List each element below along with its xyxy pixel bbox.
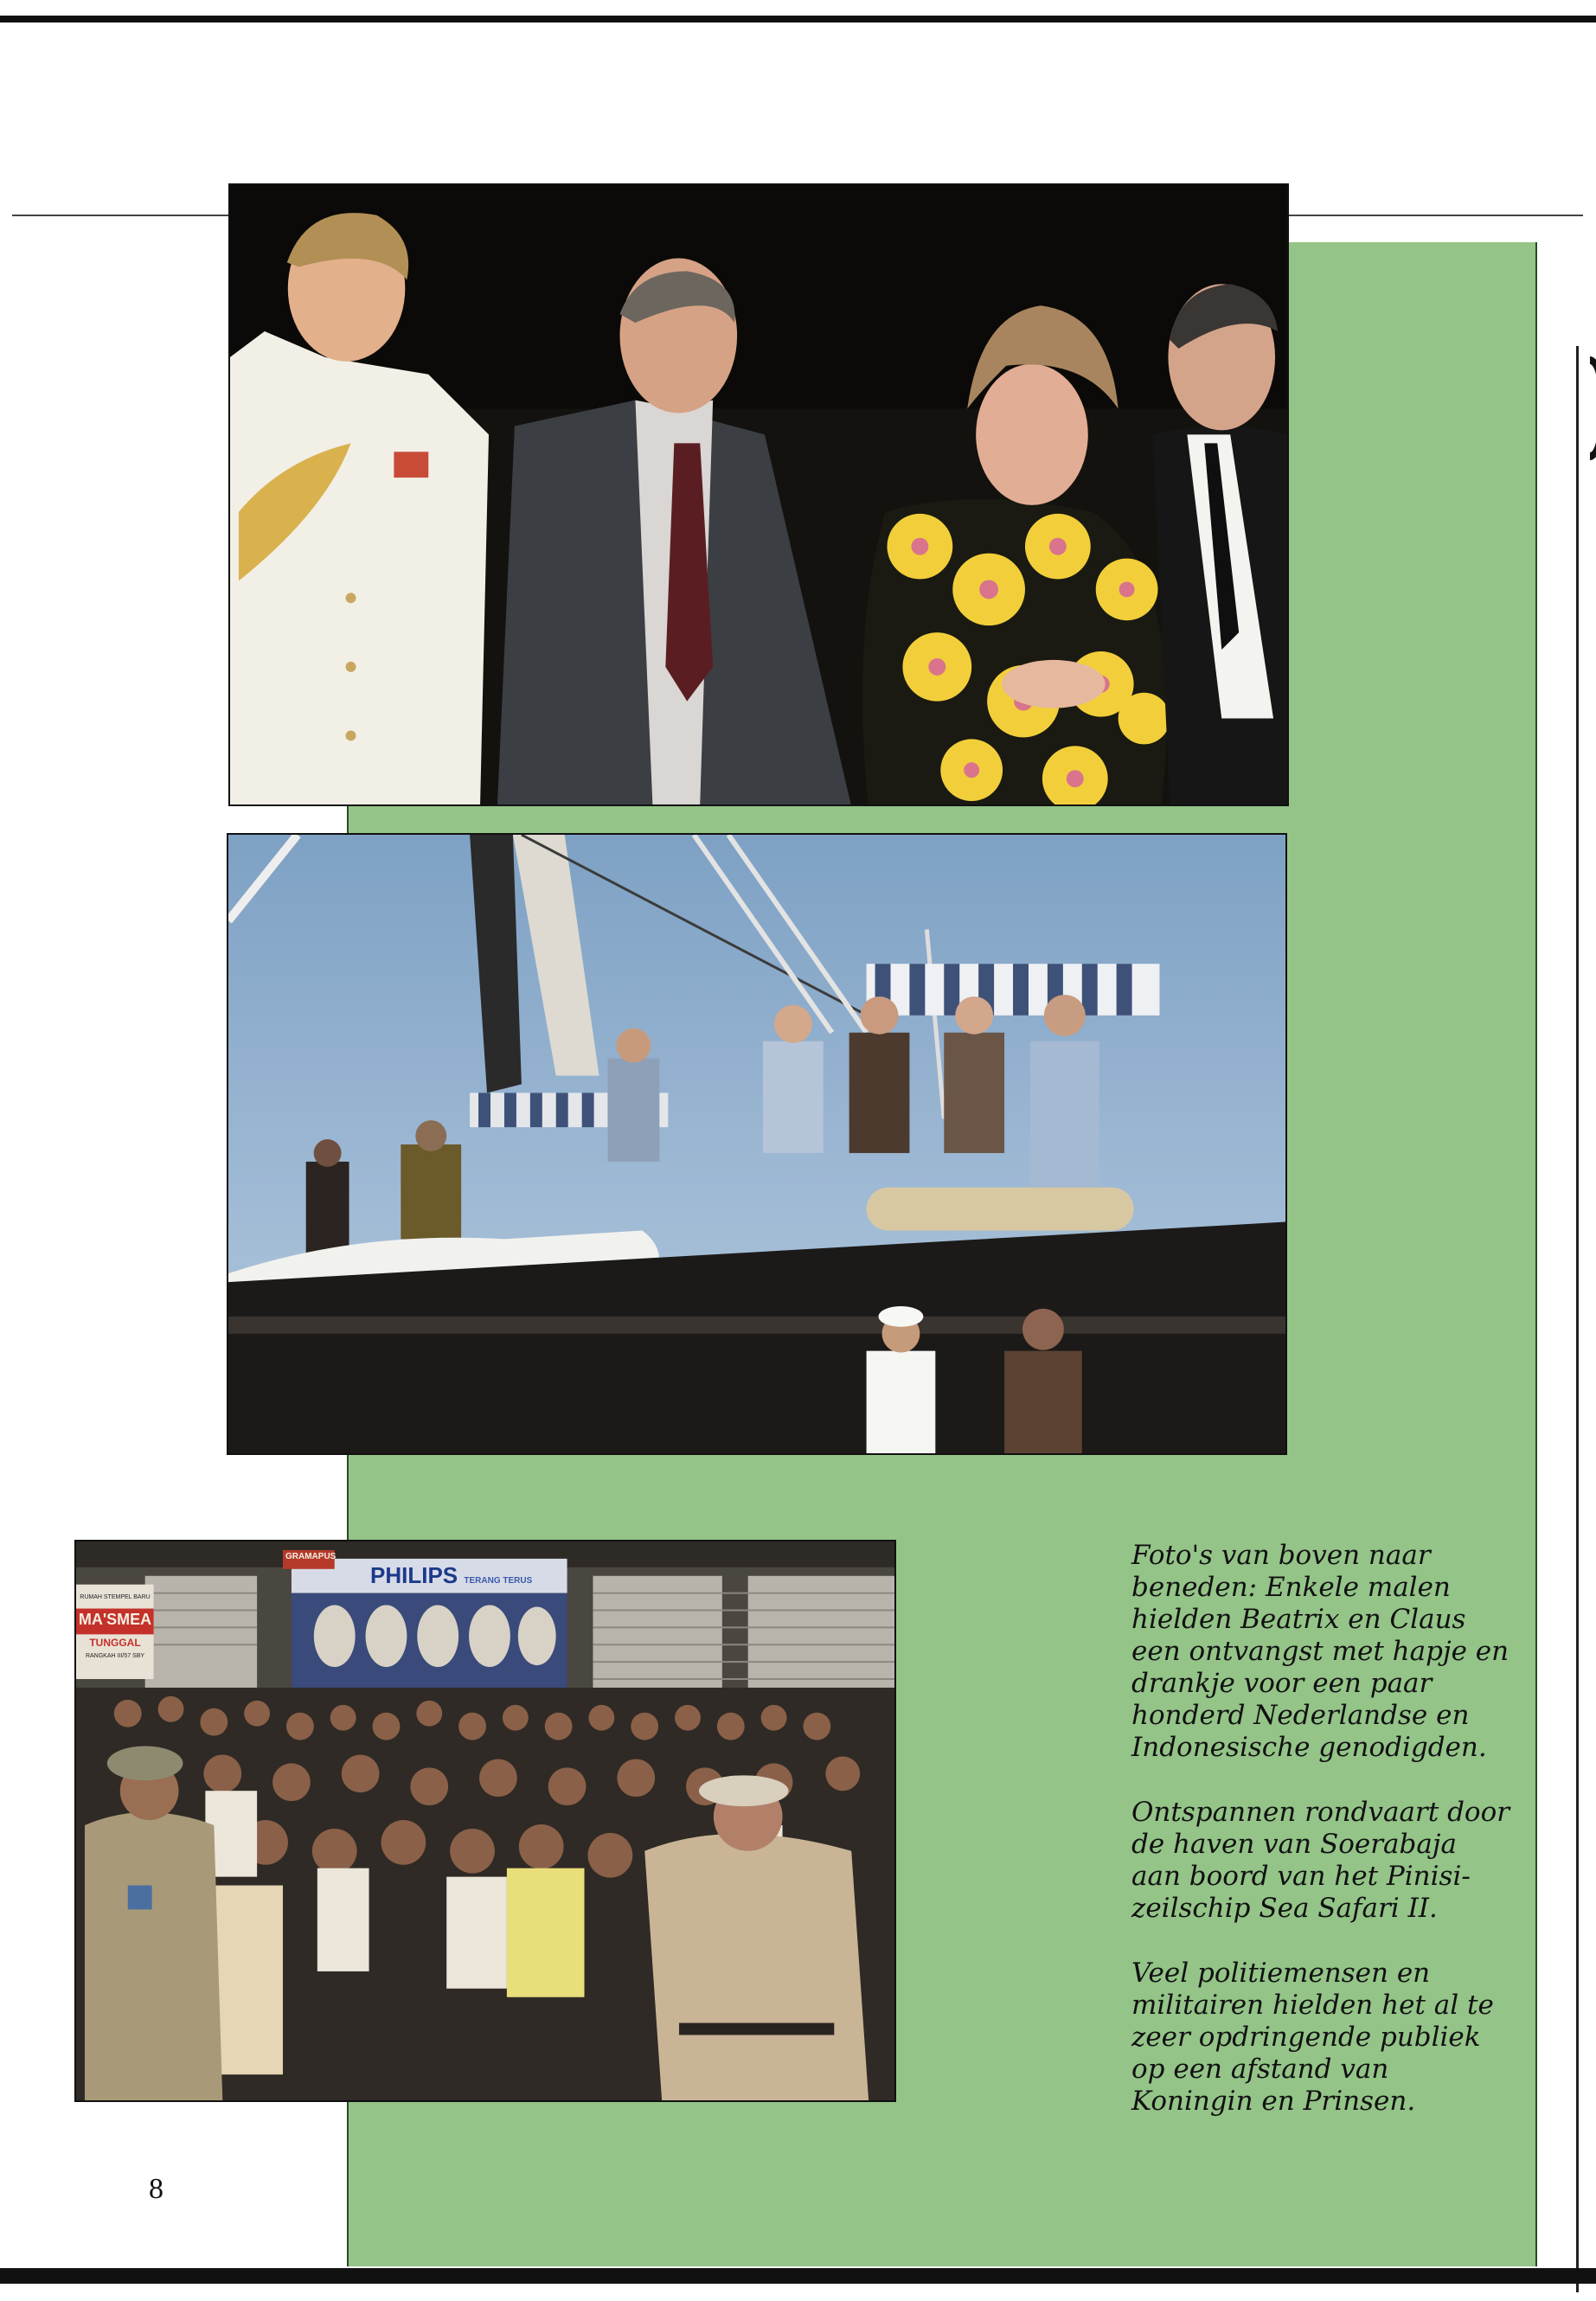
sign-line-4: RANGKAH III/57 SBY xyxy=(85,1653,145,1659)
caption-paragraph-1: Foto's van boven naar beneden: Enkele malen hielden Beatrix en Claus een ontvangst met hapje en drankje voor een paar honderd Nederlandse en Indonesische genodigden. xyxy=(1131,1540,1509,1763)
bottom-rule xyxy=(0,2268,1596,2284)
photo-reception xyxy=(228,183,1289,806)
sign-tunggal xyxy=(76,1637,154,1649)
sign-address xyxy=(76,1652,154,1660)
sign-rumah-stempel xyxy=(76,1593,154,1601)
sign-line-2: MA'SMEA xyxy=(78,1611,152,1628)
photo-crowd-police xyxy=(74,1540,896,2102)
photo-sailing-ship xyxy=(227,833,1287,1455)
sign-line-3: TUNGGAL xyxy=(89,1637,141,1649)
header-rule-right xyxy=(1289,215,1583,216)
header-rule-left xyxy=(12,215,228,216)
philips-logo-text xyxy=(370,1562,532,1589)
shop-name-sign: GRAMAPUS xyxy=(285,1552,337,1561)
sign-line-1: RUMAH STEMPEL BARU xyxy=(80,1594,151,1600)
philips-brand: PHILIPS xyxy=(370,1562,458,1588)
philips-slogan: TERANG TERUS xyxy=(464,1576,533,1586)
caption-paragraph-2: Ontspannen rondvaart door de haven van Soerabaja aan boord van het Pinisi-zeilschip Sea Safari II. xyxy=(1131,1797,1510,1924)
page-number: 8 xyxy=(149,2173,163,2205)
sign-masmea xyxy=(76,1611,154,1628)
caption-paragraph-3: Veel politiemensen en militairen hielden het al te zeer opdringende publiek op een afstand van Koningin en Prinsen. xyxy=(1131,1958,1494,2117)
right-edge-line xyxy=(1576,346,1579,2292)
top-rule xyxy=(0,16,1596,22)
photo-caption xyxy=(1131,1540,1512,2150)
